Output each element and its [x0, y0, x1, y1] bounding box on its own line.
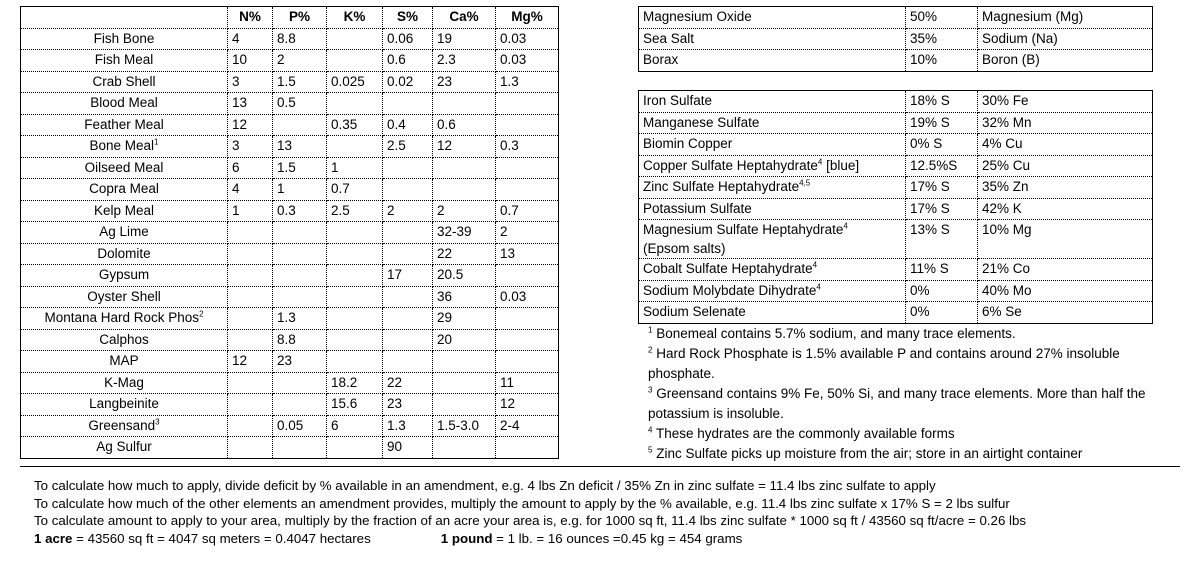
- amendment-name-cell: [21, 71, 228, 93]
- value-cell: 6: [327, 415, 383, 437]
- minerals-table: [638, 6, 1153, 72]
- table-row: [21, 243, 559, 265]
- table-row: [639, 7, 1153, 29]
- amendment-name-cell: [21, 372, 228, 394]
- value-cell: 2.3: [433, 50, 496, 72]
- amendment-name-cell: [21, 437, 228, 459]
- value-cell: [327, 437, 383, 459]
- value-cell: [383, 286, 433, 308]
- column-header: N%: [228, 7, 273, 29]
- table-row: [21, 286, 559, 308]
- value-cell: 12: [433, 136, 496, 158]
- value-cell: [496, 265, 559, 287]
- amendment-name: Bone Meal: [89, 138, 155, 153]
- amendment-name-cell: [21, 200, 228, 222]
- value-cell: 2-4: [496, 415, 559, 437]
- column-header: S%: [383, 7, 433, 29]
- footnote-text: Bonemeal contains 5.7% sodium, and many trace elements.: [652, 326, 1016, 341]
- sulfate-name-cell: [639, 259, 906, 281]
- value-cell: 1.5: [273, 157, 327, 179]
- value-cell: [433, 372, 496, 394]
- sulfur-percent: 0% S: [906, 134, 978, 156]
- value-cell: 0.5: [273, 93, 327, 115]
- value-cell: [228, 329, 273, 351]
- value-cell: [496, 351, 559, 373]
- value-cell: [327, 93, 383, 115]
- sulfur-percent: 18% S: [906, 91, 978, 113]
- sulfate-name: Sodium Molybdate Dihydrate: [643, 282, 817, 298]
- element-percent: 35% Zn: [978, 177, 1153, 199]
- amendment-name-cell: [21, 179, 228, 201]
- sulfate-name-cell: [639, 91, 906, 113]
- value-cell: [228, 286, 273, 308]
- value-cell: 20.5: [433, 265, 496, 287]
- value-cell: [383, 157, 433, 179]
- value-cell: 23: [273, 351, 327, 373]
- table-row: [21, 114, 559, 136]
- amendment-name-cell: [21, 114, 228, 136]
- value-cell: 0.05: [273, 415, 327, 437]
- value-cell: 0.03: [496, 28, 559, 50]
- value-cell: 13: [496, 243, 559, 265]
- value-cell: 1: [228, 200, 273, 222]
- value-cell: [383, 329, 433, 351]
- value-cell: [496, 179, 559, 201]
- value-cell: 22: [433, 243, 496, 265]
- value-cell: 2: [383, 200, 433, 222]
- sulfate-name-cell: [639, 155, 906, 177]
- mineral-element: Boron (B): [978, 50, 1153, 72]
- value-cell: 2.5: [327, 200, 383, 222]
- table-row: [639, 50, 1153, 72]
- value-cell: [496, 114, 559, 136]
- value-cell: 2: [273, 50, 327, 72]
- value-cell: [433, 93, 496, 115]
- amendment-name: MAP: [109, 353, 139, 368]
- pound-text: = 1 lb. = 16 ounces =0.45 kg = 454 grams: [492, 530, 743, 546]
- value-cell: [327, 265, 383, 287]
- amendment-name-cell: [21, 93, 228, 115]
- mineral-percent: 35%: [906, 28, 978, 50]
- value-cell: 3: [228, 71, 273, 93]
- value-cell: 2: [496, 222, 559, 244]
- sulfate-note: [blue]: [822, 157, 860, 173]
- table-row: [639, 259, 1153, 281]
- value-cell: [327, 351, 383, 373]
- amendment-name: Blood Meal: [90, 95, 158, 110]
- value-cell: 4: [228, 28, 273, 50]
- amendment-name-cell: [21, 308, 228, 330]
- amendment-name-cell: [21, 136, 228, 158]
- value-cell: [383, 179, 433, 201]
- element-percent: 32% Mn: [978, 112, 1153, 134]
- value-cell: [327, 136, 383, 158]
- mineral-element: Magnesium (Mg): [978, 7, 1153, 29]
- value-cell: [273, 437, 327, 459]
- footnote: [648, 344, 1188, 384]
- value-cell: 0.4: [383, 114, 433, 136]
- footnote-ref: 1: [154, 137, 159, 147]
- value-cell: [273, 394, 327, 416]
- value-cell: [228, 243, 273, 265]
- value-cell: 13: [228, 93, 273, 115]
- amendment-name: Greensand: [88, 417, 156, 433]
- amendment-name: K-Mag: [104, 374, 144, 390]
- footnote-text: Zinc Sulfate picks up moisture from the air; store in an airtight container: [652, 446, 1083, 461]
- amendment-name-cell: [21, 50, 228, 72]
- sulfate-name-cell: [639, 112, 906, 134]
- table-row: [21, 329, 559, 351]
- amendment-name: Oyster Shell: [87, 288, 161, 304]
- value-cell: [327, 308, 383, 330]
- element-percent: 42% K: [978, 198, 1153, 220]
- amendment-name-cell: [21, 243, 228, 265]
- footnote: [648, 444, 1188, 464]
- value-cell: 0.06: [383, 28, 433, 50]
- footnotes: [648, 324, 1188, 464]
- value-cell: 11: [496, 372, 559, 394]
- sulfate-name: Sodium Selenate: [643, 304, 746, 319]
- pound-label: 1 pound: [440, 530, 493, 546]
- value-cell: 18.2: [327, 372, 383, 394]
- element-percent: 30% Fe: [978, 91, 1153, 113]
- footnote-ref: 4,5: [799, 178, 811, 188]
- value-cell: 23: [383, 394, 433, 416]
- value-cell: 0.03: [496, 286, 559, 308]
- element-percent: 25% Cu: [978, 155, 1153, 177]
- value-cell: [273, 114, 327, 136]
- amendment-name: Crab Shell: [92, 73, 156, 89]
- value-cell: 0.7: [327, 179, 383, 201]
- sulfate-name-cell: [639, 220, 906, 259]
- value-cell: [383, 308, 433, 330]
- element-percent: 4% Cu: [978, 134, 1153, 156]
- element-percent: 10% Mg: [978, 220, 1153, 259]
- value-cell: [327, 329, 383, 351]
- amendment-name: Fish Meal: [94, 52, 154, 67]
- sulfur-percent: 17% S: [906, 177, 978, 199]
- footnote-ref: 3: [155, 417, 160, 426]
- sulfur-percent: 17% S: [906, 198, 978, 220]
- instructions-block: [34, 477, 1194, 547]
- value-cell: [273, 243, 327, 265]
- header-row: [21, 7, 559, 29]
- table-row: [639, 155, 1153, 177]
- table-row: [21, 437, 559, 459]
- value-cell: 10: [228, 50, 273, 72]
- value-cell: 17: [383, 265, 433, 287]
- acre-label: 1 acre: [34, 530, 73, 546]
- table-row: [21, 179, 559, 201]
- value-cell: [433, 351, 496, 373]
- sulfate-name: Manganese Sulfate: [643, 114, 760, 130]
- mineral-name: Borax: [639, 50, 906, 72]
- value-cell: [433, 394, 496, 416]
- amendment-name: Oilseed Meal: [84, 159, 164, 175]
- footnote: [648, 424, 1188, 444]
- footnote-number: 2: [648, 345, 653, 355]
- footnote-ref: 4: [817, 157, 823, 166]
- instruction-line-3: To calculate amount to apply to your area, multiply by the fraction of an acre your area is, e.g. for 1000 sq ft, 11.4 lbs zinc sulfate * 1000 sq ft / 43560 sq ft/acre = 0.26 lbs: [34, 513, 1027, 528]
- table-row: [21, 415, 559, 437]
- table-row: [21, 71, 559, 93]
- table-row: [639, 134, 1153, 156]
- table-row: [21, 222, 559, 244]
- column-header: [21, 7, 228, 29]
- value-cell: 12: [228, 114, 273, 136]
- value-cell: 20: [433, 329, 496, 351]
- value-cell: 2.5: [383, 136, 433, 158]
- value-cell: [433, 179, 496, 201]
- footnote-text: These hydrates are the commonly available forms: [652, 426, 955, 441]
- sulfate-alt-name: (Epsom salts): [643, 241, 726, 256]
- element-percent: 40% Mo: [978, 280, 1153, 302]
- mineral-name: Magnesium Oxide: [639, 7, 906, 29]
- footnote-number: 1: [648, 325, 653, 335]
- value-cell: 12: [228, 351, 273, 373]
- value-cell: 23: [433, 71, 496, 93]
- value-cell: 36: [433, 286, 496, 308]
- table-row: [21, 265, 559, 287]
- sulfate-name-cell: [639, 177, 906, 199]
- footnote-ref: 4: [843, 221, 848, 231]
- value-cell: 19: [433, 28, 496, 50]
- column-header: Mg%: [496, 7, 559, 29]
- mineral-percent: 50%: [906, 7, 978, 29]
- sulfate-name-cell: [639, 198, 906, 220]
- value-cell: 4: [228, 179, 273, 201]
- value-cell: 1.5: [273, 71, 327, 93]
- amendment-name-cell: [21, 28, 228, 50]
- value-cell: [383, 93, 433, 115]
- table-row: [21, 351, 559, 373]
- amendment-name: Ag Lime: [99, 224, 149, 239]
- sulfate-name-cell: [639, 134, 906, 156]
- sulfate-name-cell: [639, 302, 906, 324]
- value-cell: [496, 157, 559, 179]
- table-row: [639, 302, 1153, 324]
- value-cell: 3: [228, 136, 273, 158]
- sulfate-name: Cobalt Sulfate Heptahydrate: [643, 261, 813, 276]
- table-row: [21, 394, 559, 416]
- value-cell: 0.025: [327, 71, 383, 93]
- mineral-name: Sea Salt: [639, 28, 906, 50]
- amendments-table: [20, 6, 559, 459]
- value-cell: 0.03: [496, 50, 559, 72]
- value-cell: 1: [273, 179, 327, 201]
- value-cell: 0.02: [383, 71, 433, 93]
- value-cell: 2: [433, 200, 496, 222]
- amendment-name: Calphos: [99, 331, 149, 347]
- value-cell: [496, 93, 559, 115]
- sulfur-percent: 13% S: [906, 220, 978, 259]
- column-header: P%: [273, 7, 327, 29]
- value-cell: 1.3: [383, 415, 433, 437]
- value-cell: 0.6: [433, 114, 496, 136]
- instruction-line-2: To calculate how much of the other elements an amendment provides, multiply the amount to apply by the % available, e.g. 11.4 lbs zinc sulfate x 17% S = 2 lbs sulfur: [34, 495, 1010, 511]
- sulfur-percent: 11% S: [906, 259, 978, 281]
- table-row: [21, 50, 559, 72]
- sulfur-percent: 19% S: [906, 112, 978, 134]
- value-cell: 1.3: [496, 71, 559, 93]
- footnote-text: Greensand contains 9% Fe, 50% Si, and many trace elements. More than half the potassium is insoluble.: [648, 386, 1146, 421]
- table-row: [639, 220, 1153, 259]
- footnote-ref: 4: [812, 260, 818, 270]
- sulfur-percent: 12.5%S: [906, 155, 978, 177]
- amendment-name-cell: [21, 394, 228, 416]
- value-cell: 90: [383, 437, 433, 459]
- value-cell: [228, 372, 273, 394]
- sulfate-name: Copper Sulfate Heptahydrate: [643, 157, 818, 173]
- value-cell: [327, 286, 383, 308]
- amendment-name-cell: [21, 329, 228, 351]
- amendment-name-cell: [21, 415, 228, 437]
- value-cell: 0.3: [273, 200, 327, 222]
- footnote-text: Hard Rock Phosphate is 1.5% available P and contains around 27% insoluble phosphate.: [648, 346, 1120, 381]
- footnote-ref: 4: [816, 282, 821, 291]
- footnote-number: 4: [648, 425, 653, 435]
- sulfur-percent: 0%: [906, 280, 978, 302]
- footnote: [648, 324, 1188, 344]
- value-cell: [433, 437, 496, 459]
- value-cell: 15.6: [327, 394, 383, 416]
- sulfate-name: Magnesium Sulfate Heptahydrate: [643, 222, 844, 237]
- value-cell: [228, 308, 273, 330]
- value-cell: [273, 286, 327, 308]
- amendment-name: Ag Sulfur: [96, 439, 152, 454]
- value-cell: 0.7: [496, 200, 559, 222]
- sulfates-table: [638, 90, 1153, 324]
- instruction-line-1: To calculate how much to apply, divide deficit by % available in an amendment, e.g. 4 lbs Zn deficit / 35% Zn in zinc sulfate = 11.4 lbs zinc sulfate to apply: [34, 478, 936, 493]
- footnote-number: 3: [648, 385, 653, 395]
- amendment-name: Dolomite: [97, 245, 151, 261]
- value-cell: 22: [383, 372, 433, 394]
- column-header: Ca%: [433, 7, 496, 29]
- table-row: [639, 91, 1153, 113]
- value-cell: 8.8: [273, 329, 327, 351]
- value-cell: [228, 222, 273, 244]
- amendment-name-cell: [21, 222, 228, 244]
- element-percent: 21% Co: [978, 259, 1153, 281]
- amendment-name: Copra Meal: [89, 181, 159, 196]
- table-row: [21, 136, 559, 158]
- table-row: [21, 200, 559, 222]
- table-row: [639, 112, 1153, 134]
- value-cell: [383, 243, 433, 265]
- amendment-name: Feather Meal: [84, 116, 164, 132]
- amendment-name: Gypsum: [98, 267, 150, 282]
- amendment-name: Langbeinite: [89, 396, 159, 411]
- value-cell: [383, 222, 433, 244]
- value-cell: [327, 28, 383, 50]
- table-row: [639, 198, 1153, 220]
- value-cell: [228, 394, 273, 416]
- sulfate-name-cell: [639, 280, 906, 302]
- sulfur-percent: 0%: [906, 302, 978, 324]
- value-cell: [496, 308, 559, 330]
- value-cell: 13: [273, 136, 327, 158]
- value-cell: 1: [327, 157, 383, 179]
- mineral-percent: 10%: [906, 50, 978, 72]
- amendment-name-cell: [21, 351, 228, 373]
- value-cell: 6: [228, 157, 273, 179]
- footnote-ref: 2: [199, 309, 204, 319]
- value-cell: [496, 329, 559, 351]
- value-cell: [327, 222, 383, 244]
- acre-text: = 43560 sq ft = 4047 sq meters = 0.4047 hectares: [72, 530, 371, 546]
- value-cell: [273, 265, 327, 287]
- table-row: [639, 28, 1153, 50]
- table-row: [639, 280, 1153, 302]
- value-cell: [273, 372, 327, 394]
- sulfate-name: Potassium Sulfate: [643, 200, 752, 216]
- table-row: [21, 93, 559, 115]
- divider-line: [20, 466, 1180, 467]
- value-cell: [228, 415, 273, 437]
- footnote-number: 5: [648, 445, 653, 455]
- amendment-name-cell: [21, 265, 228, 287]
- element-percent: 6% Se: [978, 302, 1153, 324]
- value-cell: 0.35: [327, 114, 383, 136]
- value-cell: [228, 437, 273, 459]
- table-row: [639, 177, 1153, 199]
- value-cell: [327, 243, 383, 265]
- value-cell: [433, 157, 496, 179]
- value-cell: 1.5-3.0: [433, 415, 496, 437]
- table-row: [21, 28, 559, 50]
- table-row: [21, 308, 559, 330]
- value-cell: 29: [433, 308, 496, 330]
- amendment-name-cell: [21, 157, 228, 179]
- column-header: K%: [327, 7, 383, 29]
- value-cell: 1.3: [273, 308, 327, 330]
- table-row: [21, 372, 559, 394]
- conversion-line: [34, 530, 1194, 548]
- sulfate-name: Iron Sulfate: [643, 93, 713, 108]
- value-cell: 8.8: [273, 28, 327, 50]
- value-cell: 0.3: [496, 136, 559, 158]
- value-cell: [228, 265, 273, 287]
- table-row: [21, 157, 559, 179]
- amendment-name: Fish Bone: [93, 30, 155, 46]
- sulfate-name: Zinc Sulfate Heptahydrate: [643, 179, 800, 194]
- amendment-name-cell: [21, 286, 228, 308]
- value-cell: [496, 437, 559, 459]
- value-cell: 0.6: [383, 50, 433, 72]
- mineral-element: Sodium (Na): [978, 28, 1153, 50]
- value-cell: [327, 50, 383, 72]
- amendment-name: Montana Hard Rock Phos: [44, 310, 200, 325]
- footnote: [648, 384, 1188, 424]
- value-cell: [273, 222, 327, 244]
- amendment-name: Kelp Meal: [93, 202, 155, 218]
- value-cell: [383, 351, 433, 373]
- sulfate-name: Biomin Copper: [643, 136, 733, 151]
- value-cell: 12: [496, 394, 559, 416]
- value-cell: 32-39: [433, 222, 496, 244]
